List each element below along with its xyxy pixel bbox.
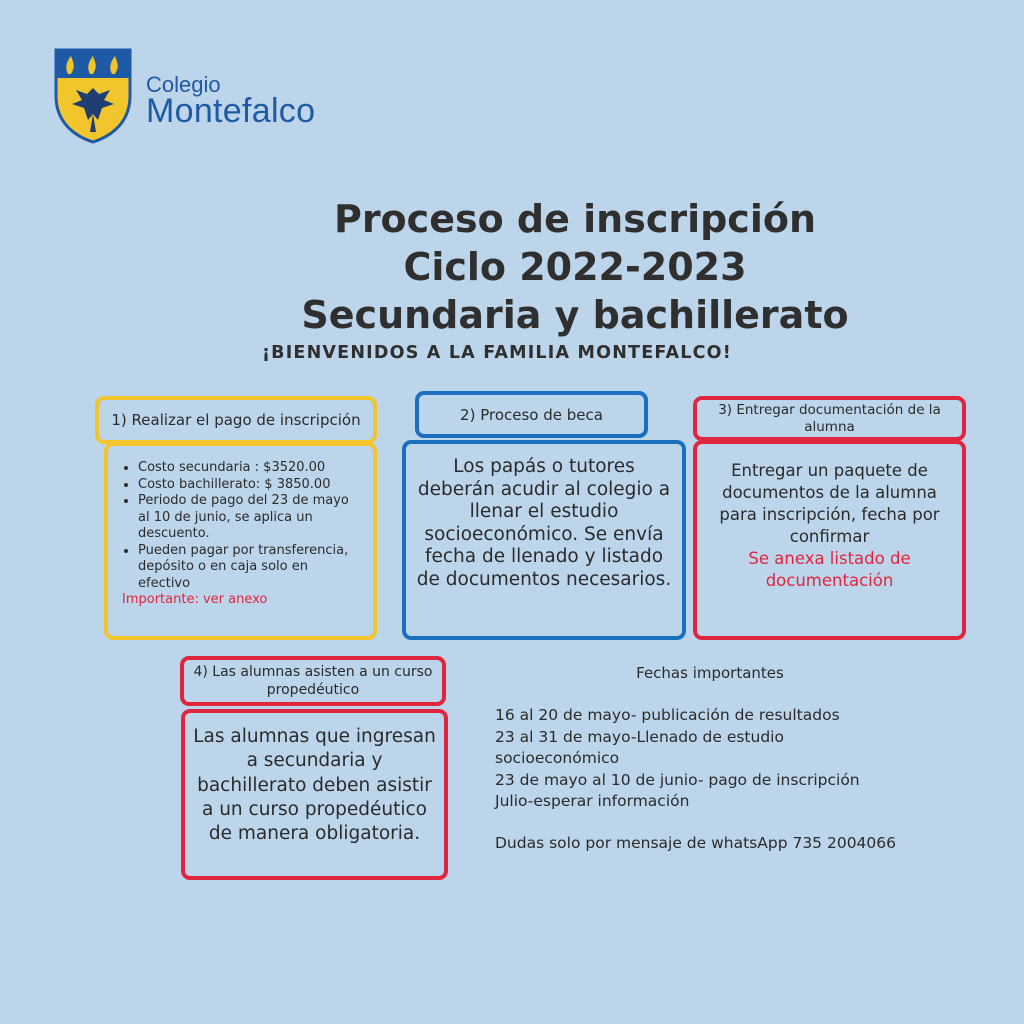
step4-body-text: Las alumnas que ingresan a secundaria y bachillerato deben asistir a un curso propedéutico de manera obligatoria. — [193, 726, 436, 845]
step4-body — [181, 709, 448, 880]
title-line-2: Ciclo 2022-2023 — [403, 245, 747, 289]
step1-body — [104, 442, 377, 640]
date-item: 23 de mayo al 10 de junio- pago de inscripción — [495, 770, 860, 789]
logo-text-colegio: Colegio — [146, 72, 221, 97]
important-dates-title: Fechas importantes — [636, 664, 784, 682]
whatsapp-contact: Dudas solo por mensaje de whatsApp 735 2004066 — [495, 834, 897, 852]
title-line-1: Proceso de inscripción — [333, 197, 817, 241]
date-item: Julio-esperar información — [495, 792, 690, 810]
list-item: • Costo bachillerato: $ 3850.00 — [138, 477, 363, 494]
step3-body-text: Entregar un paquete de documentos de la alumna para inscripción, fecha por confirmar — [719, 461, 940, 546]
list-item: • Periodo de pago del 23 de mayo al 10 de junio, se aplica un descuento. — [138, 493, 363, 543]
page-title — [280, 195, 870, 339]
step3-header — [693, 396, 966, 441]
welcome-message: ¡BIENVENIDOS A LA FAMILIA MONTEFALCO! — [262, 343, 732, 363]
step2-body-text: Los papás o tutores deberán acudir al colegio a llenar el estudio socioeconómico. Se envía fecha de llenado y listado de documentos necesarios. — [416, 456, 672, 590]
shield-crest-icon — [54, 48, 132, 144]
date-item: socioeconómico — [495, 749, 620, 767]
step4-header-text: 4) Las alumnas asisten a un curso propedéutico — [193, 664, 433, 698]
step2-body — [402, 440, 686, 640]
step2-header — [415, 391, 648, 438]
list-item: • Pueden pagar por transferencia, depósito o en caja solo en efectivo — [138, 543, 363, 593]
step3-body — [693, 440, 966, 640]
date-item: 16 al 20 de mayo- publicación de resultados — [495, 706, 840, 724]
step3-header-text: 3) Entregar documentación de la alumna — [718, 401, 941, 435]
title-line-3: Secundaria y bachillerato — [301, 293, 849, 337]
step1-important-note: Importante: ver anexo — [122, 592, 268, 607]
important-dates-list — [495, 705, 975, 813]
school-logo — [54, 48, 354, 148]
step1-bullet-list — [120, 460, 363, 592]
step1-header-text: 1) Realizar el pago de inscripción — [111, 410, 361, 429]
step1-header — [95, 396, 377, 444]
logo-text-montefalco: Montefalco — [146, 92, 316, 130]
list-item: • Costo secundaria : $3520.00 — [138, 460, 363, 477]
step4-header — [180, 656, 446, 706]
date-item: 23 al 31 de mayo-Llenado de estudio — [495, 727, 784, 746]
step3-annex-note: Se anexa listado de documentación — [748, 549, 911, 590]
step2-header-text: 2) Proceso de beca — [460, 405, 603, 424]
